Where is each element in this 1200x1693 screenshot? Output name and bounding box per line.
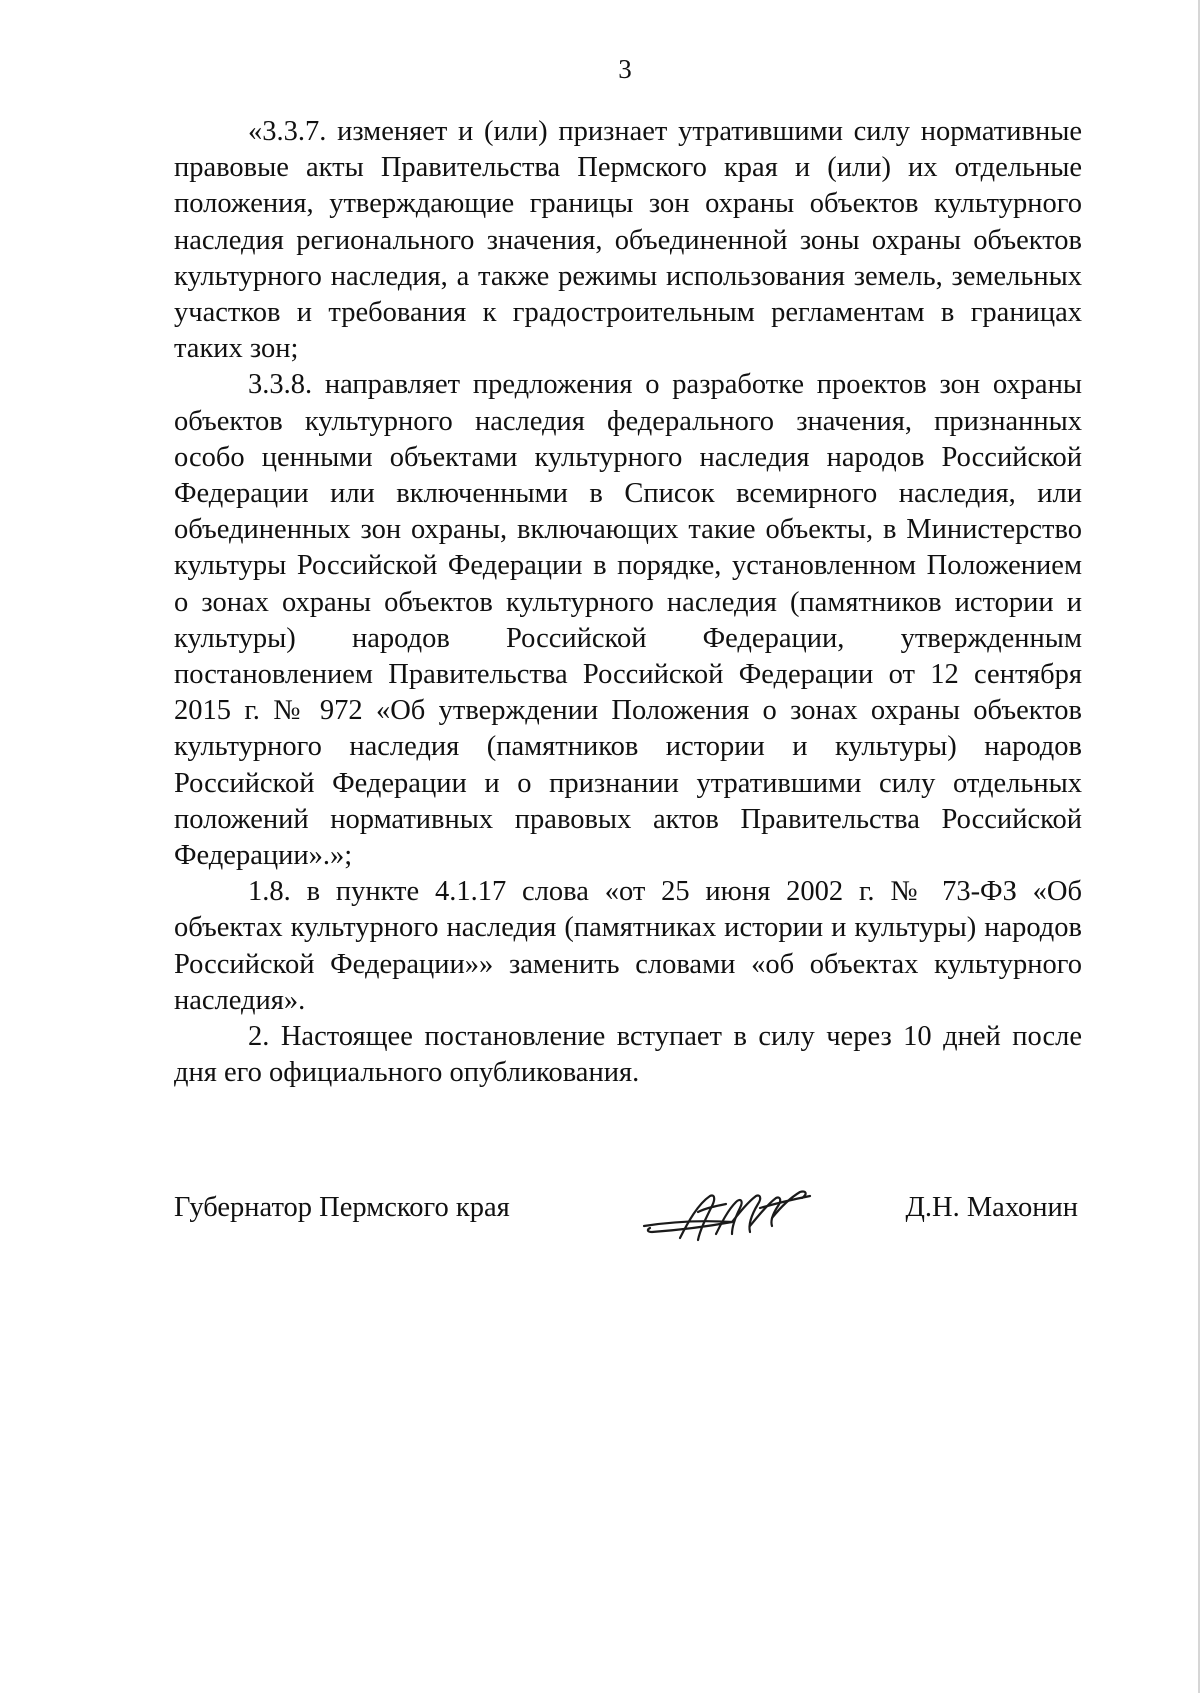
paragraph-3-3-8: 3.3.8. направляет предложения о разработке проектов зон охраны объектов культурного наследия федерального значения, признанных особо ценными объектами культурного наследия народов Российской Федерации или включенными в Список всемирного наследия, или объединенных зон охраны, включающих такие объекты, в Министерство культуры Российской Федерации в порядке, установленном Положением о зонах охраны объектов культурного наследия (памятников истории и культуры) народов Российской Федерации, утвержденным постановлением Правительства Российской Федерации от 12 сентября 2015 г. № 972 «Об утверждении Положения о зонах охраны объектов культурного наследия (памятников истории и культуры) народов Российской Федерации и о признании утратившими силу отдельных положений нормативных правовых актов Правительства Российской Федерации».»;	[174, 369, 1082, 872]
paragraph-3-3-7: «3.3.7. изменяет и (или) признает утратившими силу нормативные правовые акты Правительства Пермского края и (или) их отдельные положения, утверждающие границы зон охраны объектов культурного наследия регионального значения, объединенной зоны охраны объектов культурного наследия, а также режимы использования земель, земельных участков и требования к градостроительным регламентам в границах таких зон;	[174, 116, 1082, 365]
handwritten-signature	[640, 1182, 820, 1248]
page-number: 3	[618, 54, 632, 84]
signatory-name: Д.Н. Махонин	[905, 1192, 1078, 1223]
paragraph-2: 2. Настоящее постановление вступает в силу через 10 дней после дня его официального опубликования.	[174, 1021, 1082, 1089]
document-body	[174, 114, 1082, 1091]
signature-block	[174, 1190, 1082, 1230]
paragraph-1-8: 1.8. в пункте 4.1.17 слова «от 25 июня 2002 г. № 73-ФЗ «Об объектах культурного наследия (памятниках истории и культуры) народов Российской Федерации»» заменить словами «об объектах культурного наследия».	[174, 876, 1082, 1016]
signatory-position: Губернатор Пермского края	[174, 1192, 510, 1223]
